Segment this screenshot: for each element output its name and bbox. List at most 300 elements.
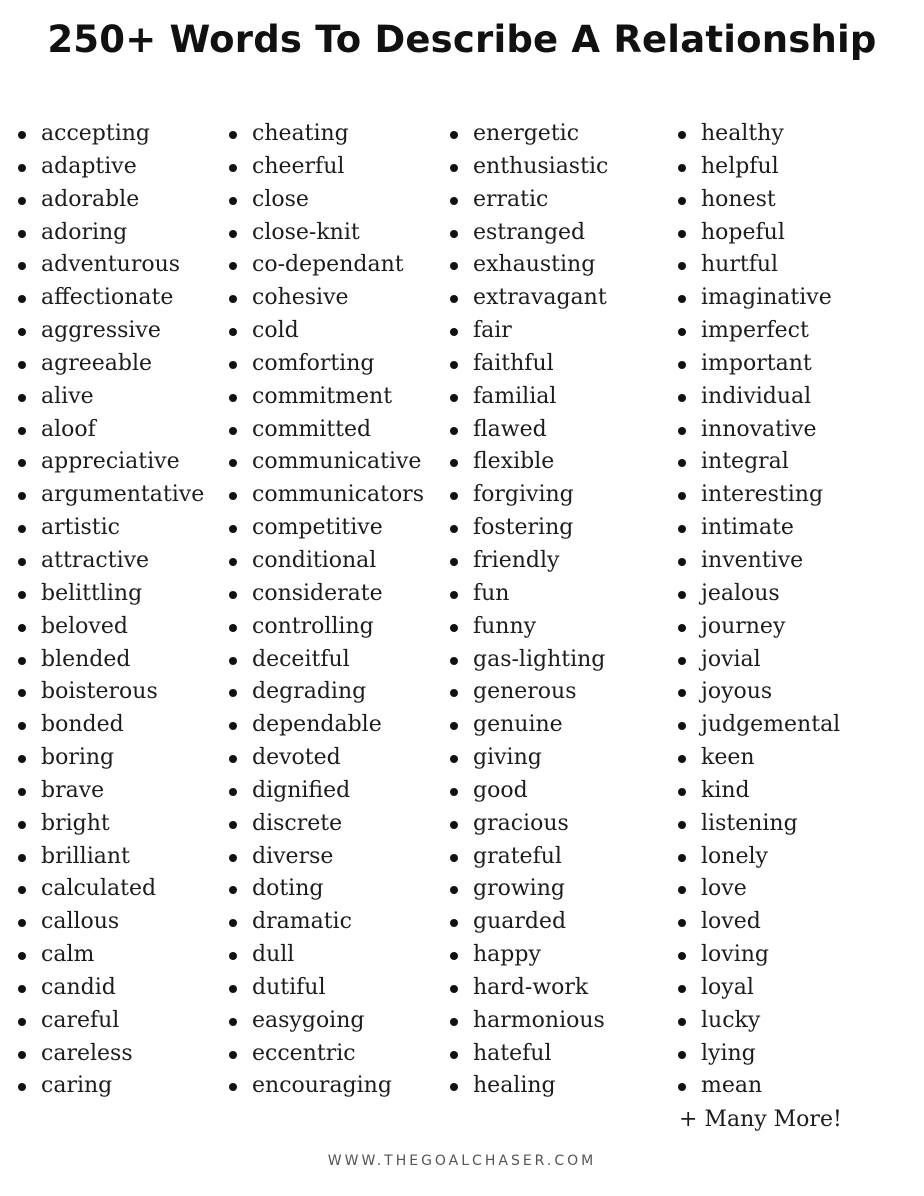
list-item [226,644,424,677]
list-item [447,249,608,282]
word-column-4 [675,118,840,1103]
word-text: energetic [473,121,580,146]
bullet-dot-icon [450,591,458,599]
list-item [675,217,840,250]
list-item [15,906,204,939]
word-text: dramatic [252,909,352,935]
word-text: co-dependant [252,252,404,278]
word-text: flexible [473,449,555,475]
bullet-dot-icon [229,591,237,599]
list-item [675,479,840,512]
bullet-dot-icon [229,558,237,566]
bullet-dot-icon [18,427,26,435]
list-item [15,282,204,315]
list-item [226,1005,424,1038]
list-item [447,676,608,709]
list-item [15,676,204,709]
bullet-dot-icon [450,164,458,172]
footer-website: WWW.THEGOALCHASER.COM [327,1153,597,1169]
word-text: doting [252,876,324,902]
word-text: familial [473,383,557,409]
word-text: degrading [252,679,367,705]
list-item [675,644,840,677]
list-item [675,578,840,611]
list-item [447,611,608,644]
word-text: hopeful [701,219,785,245]
word-text: friendly [473,547,560,573]
bullet-dot-icon [678,624,686,632]
bullet-dot-icon [229,755,237,763]
list-item [447,644,608,677]
bullet-dot-icon [678,854,686,862]
bullet-dot-icon [678,164,686,172]
bullet-dot-icon [450,1083,458,1091]
bullet-dot-icon [450,788,458,796]
word-text: enthusiastic [473,153,609,179]
list-item [447,151,608,184]
bullet-dot-icon [450,919,458,927]
word-text: lucky [701,1007,761,1033]
bullet-dot-icon [678,295,686,303]
word-text: helpful [701,153,779,179]
bullet-dot-icon [678,591,686,599]
bullet-dot-icon [18,854,26,862]
list-item [226,808,424,841]
word-text: loyal [701,974,754,1000]
word-text: fostering [473,515,574,541]
list-item [226,217,424,250]
word-text: cohesive [252,285,349,311]
word-text: controlling [252,613,374,639]
bullet-dot-icon [18,394,26,402]
list-item [15,1070,204,1103]
word-text: beloved [41,613,128,639]
bullet-dot-icon [678,262,686,270]
bullet-dot-icon [450,1051,458,1059]
word-text: fun [473,580,510,606]
list-item [226,446,424,479]
word-text: brilliant [41,843,130,869]
list-item [675,742,840,775]
list-item [447,217,608,250]
word-text: guarded [473,909,567,935]
bullet-dot-icon [229,295,237,303]
list-item [15,479,204,512]
list-item [675,775,840,808]
word-text: genuine [473,712,563,738]
list-item [15,742,204,775]
word-text: dependable [252,712,382,738]
bullet-dot-icon [18,361,26,369]
list-item [15,578,204,611]
list-item [226,611,424,644]
bullet-dot-icon [678,427,686,435]
word-text: competitive [252,515,383,541]
bullet-dot-icon [450,131,458,139]
word-text: healing [473,1073,556,1099]
list-item [447,1070,608,1103]
word-text: devoted [252,745,341,771]
bullet-dot-icon [18,1051,26,1059]
bullet-dot-icon [229,197,237,205]
word-text: dull [252,942,295,968]
many-more-note: + Many More! [679,1107,842,1132]
bullet-dot-icon [18,164,26,172]
word-text: artistic [41,515,120,541]
list-item [226,709,424,742]
list-item [675,873,840,906]
bullet-dot-icon [18,230,26,238]
word-text: jovial [701,646,761,672]
list-item [675,512,840,545]
bullet-dot-icon [229,1083,237,1091]
list-item [675,184,840,217]
word-text: affectionate [41,285,174,311]
bullet-dot-icon [678,985,686,993]
list-item [15,446,204,479]
list-item [15,873,204,906]
list-item [15,184,204,217]
bullet-dot-icon [450,262,458,270]
bullet-dot-icon [229,459,237,467]
list-item [447,1005,608,1038]
word-text: bright [41,810,110,836]
word-text: calm [41,942,95,968]
list-item [15,972,204,1005]
bullet-dot-icon [678,689,686,697]
word-text: adventurous [41,252,181,278]
bullet-dot-icon [18,525,26,533]
bullet-dot-icon [229,952,237,960]
list-item [447,906,608,939]
page-title: 250+ Words To Describe A Relationship [47,18,877,61]
list-item [226,578,424,611]
word-text: aggressive [41,318,161,344]
word-text: adorable [41,186,140,212]
list-item [675,611,840,644]
word-text: grateful [473,843,562,869]
word-text: cold [252,318,299,344]
bullet-dot-icon [229,164,237,172]
bullet-dot-icon [450,361,458,369]
word-text: calculated [41,876,157,902]
bullet-dot-icon [18,657,26,665]
list-item [15,808,204,841]
word-text: gracious [473,810,569,836]
word-text: brave [41,777,105,803]
list-item [15,611,204,644]
word-text: caring [41,1073,113,1099]
word-text: candid [41,974,116,1000]
word-text: considerate [252,580,383,606]
word-text: good [473,777,528,803]
bullet-dot-icon [229,328,237,336]
word-text: harmonious [473,1007,605,1033]
word-text: hateful [473,1040,552,1066]
bullet-dot-icon [18,886,26,894]
bullet-dot-icon [229,886,237,894]
list-item [447,414,608,447]
bullet-dot-icon [678,492,686,500]
word-text: imperfect [701,318,809,344]
list-item [15,939,204,972]
bullet-dot-icon [229,492,237,500]
bullet-dot-icon [450,985,458,993]
bullet-dot-icon [450,624,458,632]
list-item [226,348,424,381]
list-item [226,479,424,512]
list-item [226,118,424,151]
list-item [675,808,840,841]
word-text: hurtful [701,252,779,278]
word-text: erratic [473,186,549,212]
bullet-dot-icon [229,919,237,927]
list-item [447,1038,608,1071]
bullet-dot-icon [18,722,26,730]
bullet-dot-icon [450,854,458,862]
word-text: flawed [473,416,547,442]
list-item [447,446,608,479]
list-item [15,1038,204,1071]
bullet-dot-icon [229,394,237,402]
list-item [15,709,204,742]
list-item [447,381,608,414]
list-item [226,775,424,808]
list-item [15,381,204,414]
word-text: funny [473,613,537,639]
list-item [447,709,608,742]
list-item [226,151,424,184]
bullet-dot-icon [450,689,458,697]
word-text: jealous [701,580,780,606]
word-column-3 [447,118,608,1103]
word-text: dutiful [252,974,326,1000]
list-item [226,381,424,414]
bullet-dot-icon [229,131,237,139]
bullet-dot-icon [678,1051,686,1059]
bullet-dot-icon [229,657,237,665]
word-text: adoring [41,219,128,245]
list-item [447,972,608,1005]
bullet-dot-icon [450,755,458,763]
list-item [447,118,608,151]
word-text: happy [473,942,541,968]
word-text: joyous [701,679,773,705]
word-text: love [701,876,747,902]
word-text: fair [473,318,512,344]
word-text: boring [41,745,115,771]
word-text: mean [701,1073,763,1099]
list-item [675,1005,840,1038]
bullet-dot-icon [678,1083,686,1091]
word-text: deceitful [252,646,350,672]
list-item [447,512,608,545]
bullet-dot-icon [678,755,686,763]
bullet-dot-icon [18,328,26,336]
word-text: lying [701,1040,756,1066]
word-text: comforting [252,350,375,376]
bullet-dot-icon [678,558,686,566]
bullet-dot-icon [678,886,686,894]
list-item [447,184,608,217]
list-item [15,118,204,151]
bullet-dot-icon [678,788,686,796]
list-item [447,578,608,611]
bullet-dot-icon [678,230,686,238]
list-item [675,315,840,348]
bullet-dot-icon [450,821,458,829]
list-item [675,348,840,381]
bullet-dot-icon [450,558,458,566]
word-text: careless [41,1040,133,1066]
bullet-dot-icon [450,722,458,730]
bullet-dot-icon [18,1018,26,1026]
word-text: innovative [701,416,817,442]
list-item [226,676,424,709]
bullet-dot-icon [450,427,458,435]
bullet-dot-icon [450,525,458,533]
list-item [447,939,608,972]
bullet-dot-icon [678,919,686,927]
word-text: healthy [701,121,784,146]
list-item [447,742,608,775]
word-text: callous [41,909,120,935]
bullet-dot-icon [450,952,458,960]
bullet-dot-icon [229,788,237,796]
list-item [447,873,608,906]
bullet-dot-icon [229,689,237,697]
list-item [226,249,424,282]
list-item [15,348,204,381]
word-text: encouraging [252,1073,392,1099]
list-item [226,184,424,217]
bullet-dot-icon [18,1083,26,1091]
bullet-dot-icon [18,821,26,829]
bullet-dot-icon [229,985,237,993]
list-item [675,1038,840,1071]
bullet-dot-icon [450,230,458,238]
word-text: accepting [41,121,150,146]
bullet-dot-icon [229,624,237,632]
list-item [226,512,424,545]
list-item [675,381,840,414]
word-text: communicative [252,449,422,475]
word-text: careful [41,1007,120,1033]
bullet-dot-icon [450,459,458,467]
bullet-dot-icon [18,689,26,697]
word-text: kind [701,777,750,803]
list-item [447,545,608,578]
list-item [675,906,840,939]
bullet-dot-icon [229,854,237,862]
list-item [675,414,840,447]
word-text: individual [701,383,812,409]
word-text: imaginative [701,285,832,311]
list-item [447,348,608,381]
list-item [15,841,204,874]
word-text: loving [701,942,769,968]
list-item [675,676,840,709]
bullet-dot-icon [678,328,686,336]
word-text: easygoing [252,1007,365,1033]
word-text: important [701,350,812,376]
word-text: estranged [473,219,586,245]
bullet-dot-icon [18,985,26,993]
word-text: lonely [701,843,768,869]
bullet-dot-icon [678,197,686,205]
word-text: dignified [252,777,351,803]
list-item [15,249,204,282]
word-text: eccentric [252,1040,356,1066]
word-text: cheerful [252,153,345,179]
word-text: extravagant [473,285,607,311]
word-text: loved [701,909,761,935]
bullet-dot-icon [450,492,458,500]
bullet-dot-icon [678,361,686,369]
list-item [675,972,840,1005]
word-text: keen [701,745,755,771]
bullet-dot-icon [678,459,686,467]
bullet-dot-icon [450,295,458,303]
list-item [226,939,424,972]
word-text: communicators [252,482,424,508]
word-text: intimate [701,515,794,541]
word-text: belittling [41,580,143,606]
list-item [675,709,840,742]
list-item [226,315,424,348]
bullet-dot-icon [678,1018,686,1026]
bullet-dot-icon [678,952,686,960]
list-item [226,1038,424,1071]
word-text: listening [701,810,798,836]
bullet-dot-icon [678,131,686,139]
list-item [447,479,608,512]
bullet-dot-icon [450,328,458,336]
word-text: interesting [701,482,824,508]
bullet-dot-icon [229,1018,237,1026]
word-text: generous [473,679,577,705]
bullet-dot-icon [229,722,237,730]
list-item [15,414,204,447]
bullet-dot-icon [18,262,26,270]
word-text: hard-work [473,974,589,1000]
list-item [15,512,204,545]
word-text: honest [701,186,776,212]
bullet-dot-icon [450,657,458,665]
word-text: agreeable [41,350,153,376]
word-text: close-knit [252,219,360,245]
list-item [675,545,840,578]
bullet-dot-icon [678,525,686,533]
word-column-1 [15,118,204,1103]
word-text: attractive [41,547,150,573]
list-item [675,249,840,282]
list-item [15,644,204,677]
list-item [675,446,840,479]
bullet-dot-icon [229,1051,237,1059]
bullet-dot-icon [229,821,237,829]
bullet-dot-icon [678,821,686,829]
bullet-dot-icon [18,952,26,960]
bullet-dot-icon [18,295,26,303]
bullet-dot-icon [229,361,237,369]
list-item [447,841,608,874]
list-item [226,282,424,315]
list-item [226,414,424,447]
bullet-dot-icon [450,197,458,205]
list-item [15,151,204,184]
word-text: committed [252,416,372,442]
